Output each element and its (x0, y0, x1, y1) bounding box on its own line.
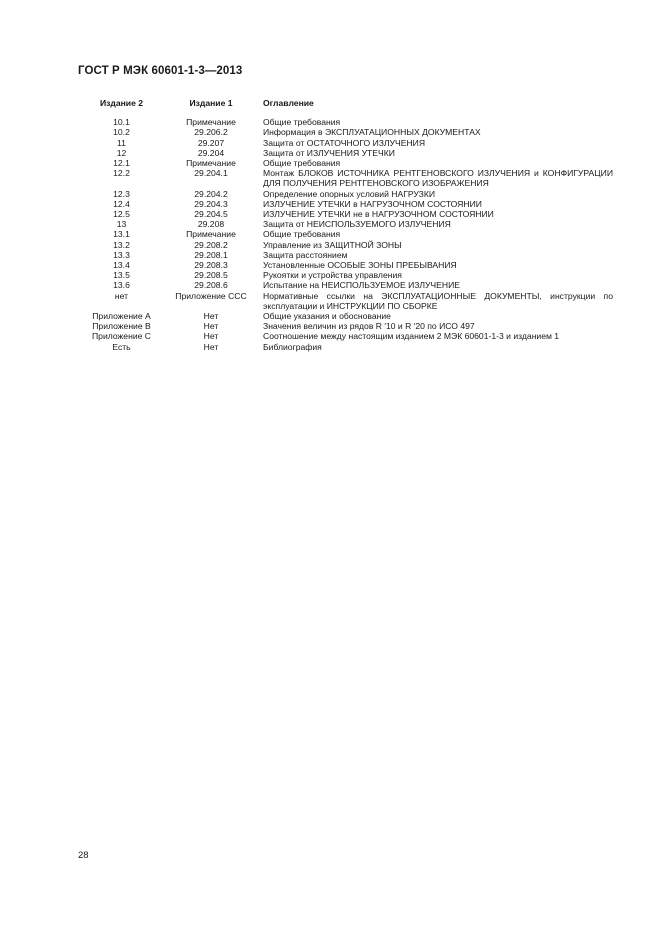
edition-1-cell: 29.208.2 (194, 239, 228, 250)
edition-2-cell: 12 (116, 147, 127, 158)
edition-1-cell: Приложение ССС (175, 290, 247, 301)
edition-2-cell: 13.2 (113, 239, 130, 250)
edition-1-cell: 29.204.1 (194, 168, 228, 179)
document-header: ГОСТ Р МЭК 60601-1-3—2013 (78, 65, 243, 77)
contents-cell: Соотношение между настоящим изданием 2 МЭК 60601-1-3 и изданием 1 (263, 331, 560, 342)
table-row (78, 291, 613, 311)
contents-cell: Установленные ОСОБЫЕ ЗОНЫ ПРЕБЫВАНИЯ (263, 260, 457, 271)
table-row (78, 117, 613, 127)
table-header-row (78, 98, 613, 108)
edition-1-cell: 29.204 (197, 147, 225, 158)
table-row (78, 138, 613, 148)
edition-2-cell: 13.3 (113, 249, 130, 260)
contents-cell: Защита от НЕИСПОЛЬЗУЕМОГО ИЗЛУЧЕНИЯ (263, 219, 451, 230)
correspondence-table (78, 98, 613, 352)
contents-cell: Защита от ИЗЛУЧЕНИЯ УТЕЧКИ (263, 147, 395, 158)
edition-1-cell: 29.204.3 (194, 198, 228, 209)
column-header-contents: Оглавление (263, 98, 314, 108)
contents-cell: Информация в ЭКСПЛУАТАЦИОННЫХ ДОКУМЕНТАХ (263, 127, 481, 138)
table-row (78, 321, 613, 331)
edition-2-cell: 13.4 (113, 260, 130, 271)
edition-1-cell: Нет (203, 311, 219, 322)
edition-1-cell: 29.208.6 (194, 280, 228, 291)
edition-2-cell: 12.4 (113, 198, 130, 209)
table-row (78, 189, 613, 199)
edition-2-cell: 11 (117, 137, 126, 148)
edition-2-cell: Приложение В (92, 321, 151, 332)
edition-2-cell: 13.6 (113, 280, 130, 291)
table-row (78, 270, 613, 280)
contents-cell: Нормативные ссылки на ЭКСПЛУАТАЦИОННЫЕ ДОКУМЕНТЫ, инструкции по эксплуатации и ИНСТРУКЦИИ ПО СБОРКЕ (263, 290, 613, 311)
edition-1-cell: Примечание (186, 158, 236, 169)
contents-cell: Общие требования (263, 117, 341, 128)
contents-cell: Защита расстоянием (263, 249, 348, 260)
page-number: 28 (78, 850, 89, 861)
column-header-edition-1: Издание 1 (189, 98, 233, 108)
edition-2-cell: 12.1 (113, 158, 130, 169)
edition-2-cell: 13 (116, 219, 127, 230)
table-row (78, 342, 613, 352)
contents-cell: Управление из ЗАЩИТНОЙ ЗОНЫ (263, 239, 402, 250)
contents-cell: ИЗЛУЧЕНИЕ УТЕЧКИ в НАГРУЗОЧНОМ СОСТОЯНИИ (263, 198, 482, 209)
edition-1-cell: Нет (203, 341, 219, 352)
edition-1-cell: Примечание (186, 229, 236, 240)
table-row (78, 240, 613, 250)
table-row (78, 127, 613, 137)
table-body (78, 117, 613, 352)
table-row (78, 311, 613, 321)
edition-1-cell: 29.204.2 (194, 188, 228, 199)
table-row (78, 219, 613, 229)
contents-cell: Значения величин из рядов R ′10 и R ′20 по ИСО 497 (263, 321, 475, 332)
table-row (78, 199, 613, 209)
contents-cell: Монтаж БЛОКОВ ИСТОЧНИКА РЕНТГЕНОВСКОГО ИЗЛУЧЕНИЯ и КОНФИГУРАЦИИ ДЛЯ ПОЛУЧЕНИЯ РЕНТГЕНОВСКОГО ИЗОБРАЖЕНИЯ (263, 168, 613, 189)
contents-cell: Испытание на НЕИСПОЛЬЗУЕМОЕ ИЗЛУЧЕНИЕ (263, 280, 461, 291)
edition-2-cell: 12.3 (113, 188, 130, 199)
edition-1-cell: 29.206.2 (194, 127, 228, 138)
contents-cell: Общие указания и обоснование (263, 311, 391, 322)
edition-1-cell: Примечание (186, 117, 236, 128)
table-row (78, 148, 613, 158)
edition-2-cell: 10.2 (113, 127, 130, 138)
edition-1-cell: 29.208 (197, 219, 225, 230)
contents-cell: Библиография (263, 341, 322, 352)
edition-1-cell: 29.208.1 (194, 249, 228, 260)
edition-2-cell: 10.1 (113, 117, 130, 128)
contents-cell: ИЗЛУЧЕНИЕ УТЕЧКИ не в НАГРУЗОЧНОМ СОСТОЯНИИ (263, 209, 494, 220)
edition-1-cell: 29.208.3 (194, 260, 228, 271)
table-row (78, 280, 613, 290)
edition-1-cell: Нет (203, 331, 219, 342)
contents-cell: Общие требования (263, 229, 341, 240)
table-row (78, 158, 613, 168)
edition-1-cell: 29.204.5 (194, 209, 228, 220)
table-row (78, 209, 613, 219)
table-row (78, 260, 613, 270)
edition-1-cell: 29.208.5 (194, 270, 228, 281)
edition-2-cell: Есть (112, 341, 131, 352)
table-row (78, 331, 613, 341)
contents-cell: Определение опорных условий НАГРУЗКИ (263, 188, 436, 199)
table-row (78, 250, 613, 260)
column-header-edition-2: Издание 2 (99, 98, 144, 108)
edition-1-cell: Нет (203, 321, 219, 332)
edition-2-cell: 13.1 (113, 229, 130, 240)
edition-2-cell: нет (114, 290, 129, 301)
table-row (78, 229, 613, 239)
edition-1-cell: 29.207 (197, 137, 225, 148)
edition-2-cell: Приложение С (92, 331, 151, 342)
contents-cell: Защита от ОСТАТОЧНОГО ИЗЛУЧЕНИЯ (263, 137, 426, 148)
edition-2-cell: 12.2 (113, 168, 130, 179)
contents-cell: Общие требования (263, 158, 341, 169)
edition-2-cell: Приложение А (92, 311, 151, 322)
edition-2-cell: 13.5 (113, 270, 130, 281)
table-row (78, 168, 613, 188)
contents-cell: Рукоятки и устройства управления (263, 270, 402, 281)
edition-2-cell: 12.5 (113, 209, 130, 220)
